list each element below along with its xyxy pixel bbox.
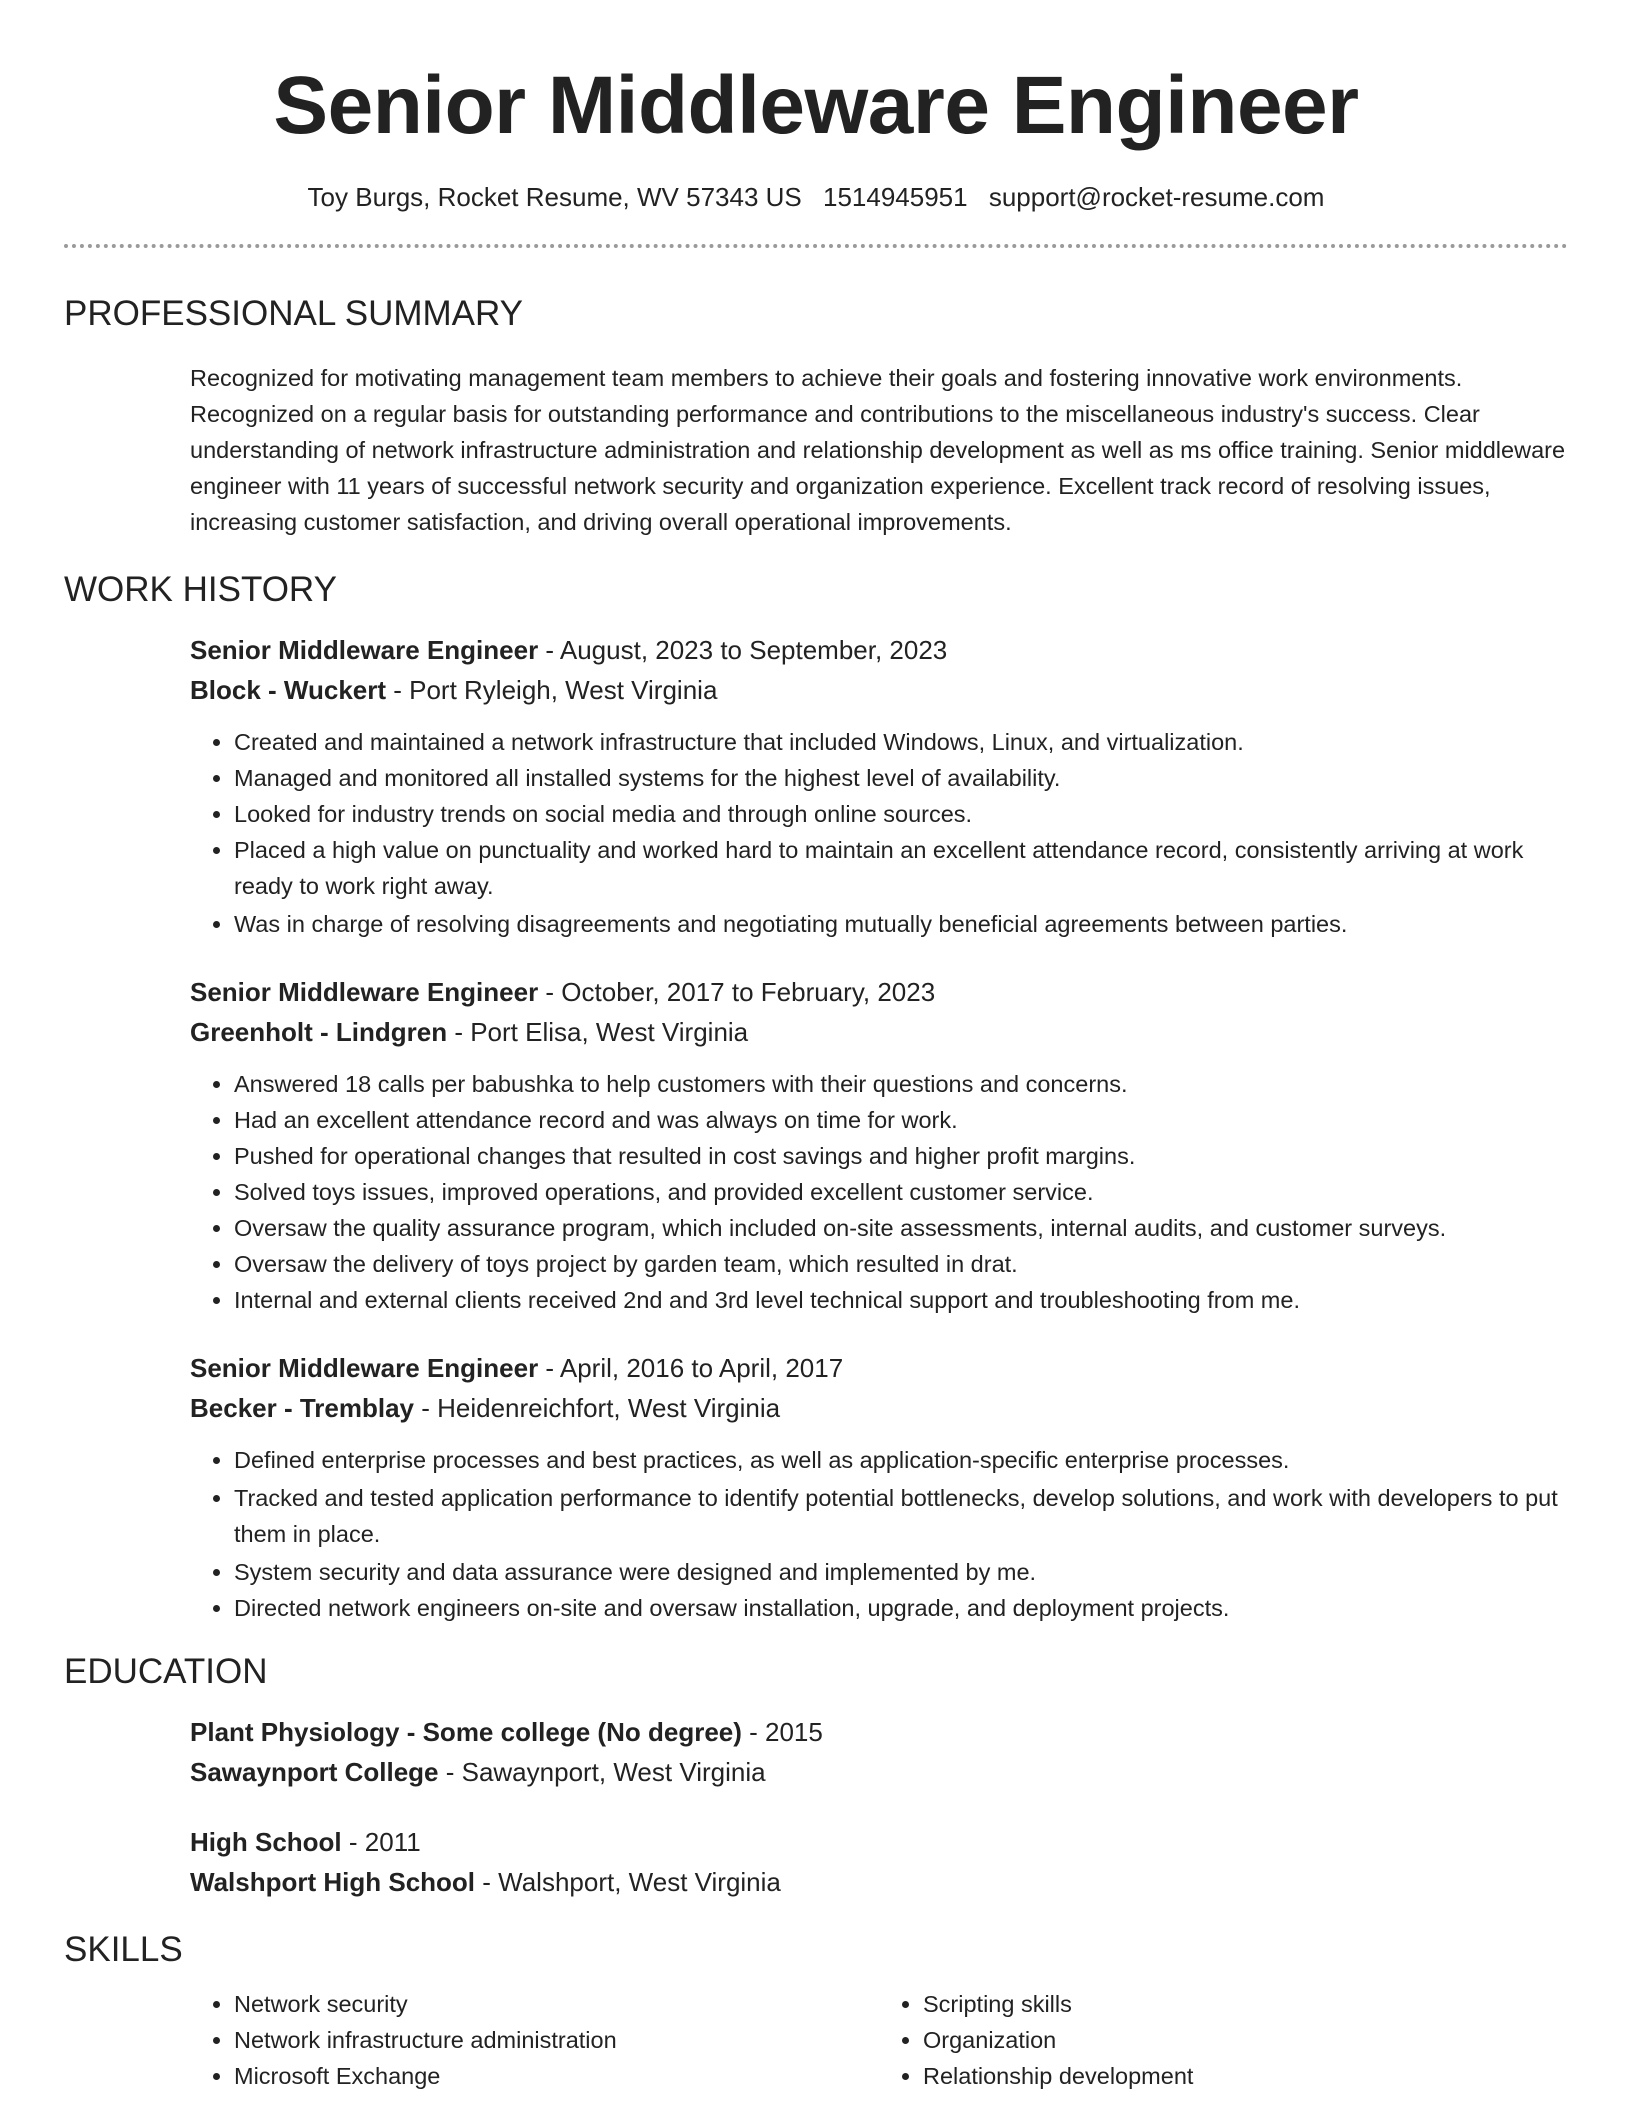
skills-column-right [879, 1986, 1568, 2094]
job-location: - Port Ryleigh, West Virginia [386, 675, 718, 705]
summary-text: Recognized for motivating management team members to achieve their goals and fostering innovative work environments. Recognized on a regular basis for outstanding performance and contributions to the miscellaneous industry's success. Clear understanding of network infrastructure administration and relationship development as well as ms office training. Senior middleware engineer with 11 years of successful network security and organization experience. Excellent track record of resolving issues, increasing customer satisfaction, and driving overall operational improvements. [190, 365, 1566, 535]
education-entry [190, 1712, 1568, 1792]
education-location: - Walshport, West Virginia [475, 1867, 781, 1897]
skills-column-left [190, 1986, 879, 2094]
work-history-section [64, 630, 1568, 1626]
education-school: Sawaynport College [190, 1757, 439, 1787]
job-title: Senior Middleware Engineer [190, 1353, 539, 1383]
education-degree: High School [190, 1827, 342, 1857]
job-company-line [190, 670, 1568, 710]
job-entry [190, 630, 1568, 942]
skill-item: • Microsoft Exchange [234, 2058, 879, 2094]
job-bullet: • Oversaw the quality assurance program, which included on-site assessments, internal audits, and customer surveys. [234, 1210, 1568, 1246]
skill-item: • Relationship development [923, 2058, 1568, 2094]
contact-email: support@rocket-resume.com [988, 182, 1325, 212]
job-company-line [190, 1388, 1568, 1428]
job-bullet: • Directed network engineers on-site and oversaw installation, upgrade, and deployment projects. [234, 1590, 1568, 1626]
resume-title: Senior Middleware Engineer [273, 60, 1359, 151]
job-title: Senior Middleware Engineer [190, 977, 539, 1007]
job-title-line [190, 1348, 1568, 1388]
contact-line [64, 180, 1568, 214]
job-company: Block - Wuckert [190, 675, 387, 705]
job-bullet: • Placed a high value on punctuality and worked hard to maintain an excellent attendance record, consistently arriving at work ready to work right away. [234, 832, 1568, 904]
education-year: - 2011 [341, 1827, 421, 1857]
job-bullet: • Looked for industry trends on social media and through online sources. [234, 796, 1568, 832]
job-bullets [190, 724, 1568, 942]
job-entry [190, 1348, 1568, 1626]
contact-address: Toy Burgs, Rocket Resume, WV 57343 US [307, 182, 802, 212]
job-dates: - October, 2017 to February, 2023 [538, 977, 936, 1007]
job-bullet: • Defined enterprise processes and best practices, as well as application-specific enterprise processes. [234, 1442, 1568, 1478]
skill-item: • Scripting skills [923, 1986, 1568, 2022]
job-bullet: • Internal and external clients received 2nd and 3rd level technical support and troubleshooting from me. [234, 1282, 1568, 1318]
job-bullet: • Created and maintained a network infrastructure that included Windows, Linux, and virtualization. [234, 724, 1568, 760]
education-degree-line [190, 1712, 1568, 1752]
job-company: Greenholt - Lindgren [190, 1017, 448, 1047]
job-bullet: • Oversaw the delivery of toys project by garden team, which resulted in drat. [234, 1246, 1568, 1282]
job-company: Becker - Tremblay [190, 1393, 415, 1423]
education-school: Walshport High School [190, 1867, 476, 1897]
skill-item: • Organization [923, 2022, 1568, 2058]
job-location: - Port Elisa, West Virginia [447, 1017, 749, 1047]
work-history-heading: WORK HISTORY [64, 570, 337, 609]
job-bullet: • Was in charge of resolving disagreements and negotiating mutually beneficial agreements between parties. [234, 906, 1568, 942]
skills-grid [190, 1986, 1568, 2094]
job-title-line [190, 630, 1568, 670]
job-bullets [190, 1066, 1568, 1318]
skill-item: • Network security [234, 1986, 879, 2022]
job-bullets [190, 1442, 1568, 1626]
skill-item: • Network infrastructure administration [234, 2022, 879, 2058]
education-year: - 2015 [741, 1717, 823, 1747]
job-bullet: • Answered 18 calls per babushka to help customers with their questions and concerns. [234, 1066, 1568, 1102]
education-degree-line [190, 1822, 1568, 1862]
job-bullet: • Tracked and tested application performance to identify potential bottlenecks, develop solutions, and work with developers to put them in place. [234, 1480, 1568, 1552]
job-dates: - August, 2023 to September, 2023 [538, 635, 948, 665]
education-school-line [190, 1752, 1568, 1792]
job-bullet: • Pushed for operational changes that resulted in cost savings and higher profit margins. [234, 1138, 1568, 1174]
job-location: - Heidenreichfort, West Virginia [414, 1393, 781, 1423]
summary-section [64, 360, 1568, 540]
education-degree: Plant Physiology - Some college (No degree) [190, 1717, 742, 1747]
skills-section [64, 1986, 1568, 2094]
education-heading: EDUCATION [64, 1652, 268, 1691]
job-bullet: • Managed and monitored all installed systems for the highest level of availability. [234, 760, 1568, 796]
job-title: Senior Middleware Engineer [190, 635, 539, 665]
job-title-line [190, 972, 1568, 1012]
education-school-line [190, 1862, 1568, 1902]
job-dates: - April, 2016 to April, 2017 [538, 1353, 844, 1383]
skills-heading: SKILLS [64, 1930, 183, 1969]
job-entry [190, 972, 1568, 1318]
summary-heading: PROFESSIONAL SUMMARY [64, 294, 523, 333]
job-bullet: • Had an excellent attendance record and was always on time for work. [234, 1102, 1568, 1138]
education-location: - Sawaynport, West Virginia [438, 1757, 766, 1787]
education-section [64, 1712, 1568, 1902]
job-company-line [190, 1012, 1568, 1052]
job-bullet: • Solved toys issues, improved operations, and provided excellent customer service. [234, 1174, 1568, 1210]
job-bullet: • System security and data assurance were designed and implemented by me. [234, 1554, 1568, 1590]
contact-phone: 1514945951 [822, 182, 968, 212]
education-entry [190, 1822, 1568, 1902]
header-divider [64, 244, 1568, 248]
